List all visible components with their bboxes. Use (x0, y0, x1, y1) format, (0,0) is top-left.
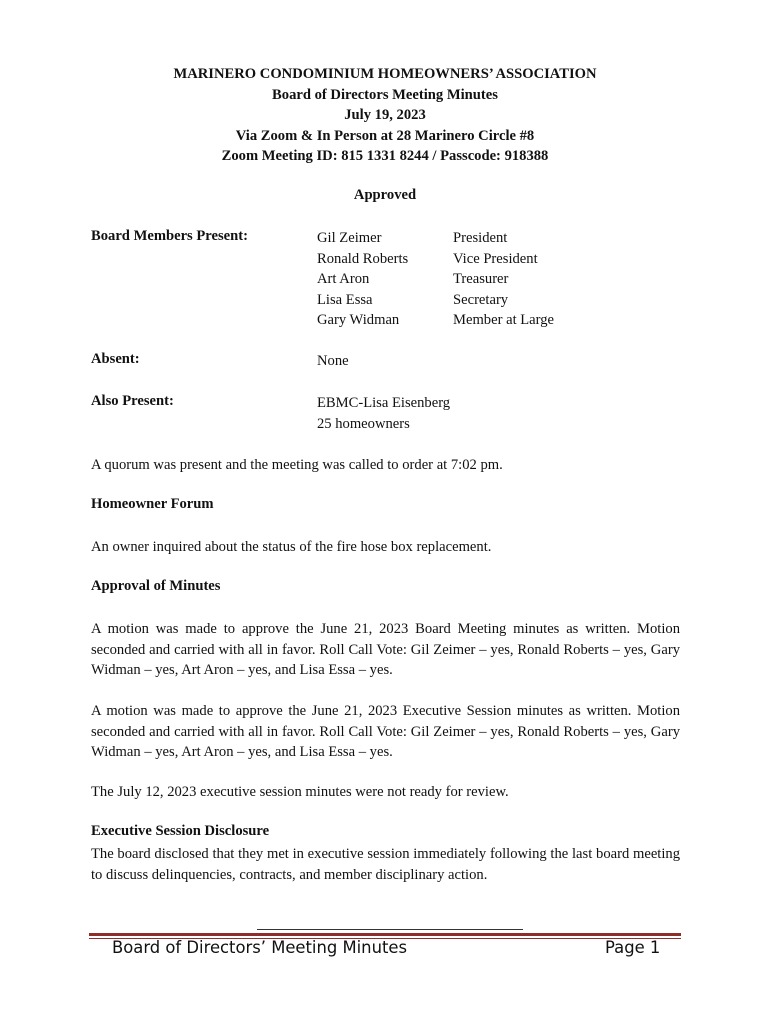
also-present-item: 25 homeowners (317, 415, 410, 432)
member-role: Vice President (453, 250, 538, 267)
footer-title: Board of Directors’ Meeting Minutes (112, 938, 408, 957)
absent-value: None (317, 353, 349, 369)
member-name: Gil Zeimer (317, 230, 382, 246)
member-role: Treasurer (453, 271, 509, 288)
forum-heading: Homeowner Forum (91, 496, 214, 512)
minutes-heading: Approval of Minutes (91, 578, 221, 594)
member-name: Art Aron (317, 271, 370, 288)
member-role: Secretary (453, 291, 509, 308)
member-name: Ronald Roberts (317, 250, 409, 267)
exec-text: The board disclosed that they met in executive session immediately following the last board meeting to discuss delinquencies, contracts, and member disciplinary action. (91, 846, 680, 883)
also-present-values (317, 393, 450, 434)
meeting-date: July 19, 2023 (344, 107, 426, 124)
exec-heading: Executive Session Disclosure (91, 823, 270, 839)
member-roles (453, 228, 554, 331)
also-present-item: EBMC-Lisa Eisenberg (317, 395, 451, 411)
absent-label: Absent: (91, 351, 140, 367)
member-role: Member at Large (453, 312, 555, 329)
member-role: President (453, 230, 508, 246)
member-name: Lisa Essa (317, 291, 373, 308)
footer-rule (89, 933, 681, 936)
quorum-text: A quorum was present and the meeting was called to order at 7:02 pm. (91, 457, 503, 473)
minutes-paragraph-3: The July 12, 2023 executive session minutes were not ready for review. (91, 784, 509, 800)
minutes-paragraph-1: A motion was made to approve the June 21, 2023 Board Meeting minutes as written. Motion seconded and carried with all in favor. Roll Call Vote: Gil Zeimer – yes, Ronald Roberts – yes, Gary Widman – yes, Art Aron – yes, and Lisa Essa – yes. (91, 621, 680, 679)
minutes-paragraph-2: A motion was made to approve the June 21, 2023 Executive Session minutes as written. Motion seconded and carried with all in favor. Roll Call Vote: Gil Zeimer – yes, Ronald Roberts – yes, Gary Widman – yes, Art Aron – yes, and Lisa Essa – yes. (91, 703, 680, 761)
forum-text: An owner inquired about the status of the fire hose box replacement. (91, 539, 492, 555)
also-present-label: Also Present: (91, 393, 174, 409)
zoom-info: Zoom Meeting ID: 815 1331 8244 / Passcode: 918388 (221, 148, 549, 165)
member-names (317, 228, 408, 331)
org-name: MARINERO CONDOMINIUM HOMEOWNERS’ ASSOCIATION (173, 66, 597, 82)
member-name: Gary Widman (317, 312, 400, 329)
document-title: Board of Directors Meeting Minutes (272, 86, 498, 103)
document-header (0, 64, 770, 167)
approval-status: Approved (353, 187, 417, 203)
present-label: Board Members Present: (91, 228, 248, 244)
page-number: Page 1 (605, 938, 661, 957)
meeting-location: Via Zoom & In Person at 28 Marinero Circle #8 (235, 127, 535, 144)
signature-line (257, 929, 523, 930)
